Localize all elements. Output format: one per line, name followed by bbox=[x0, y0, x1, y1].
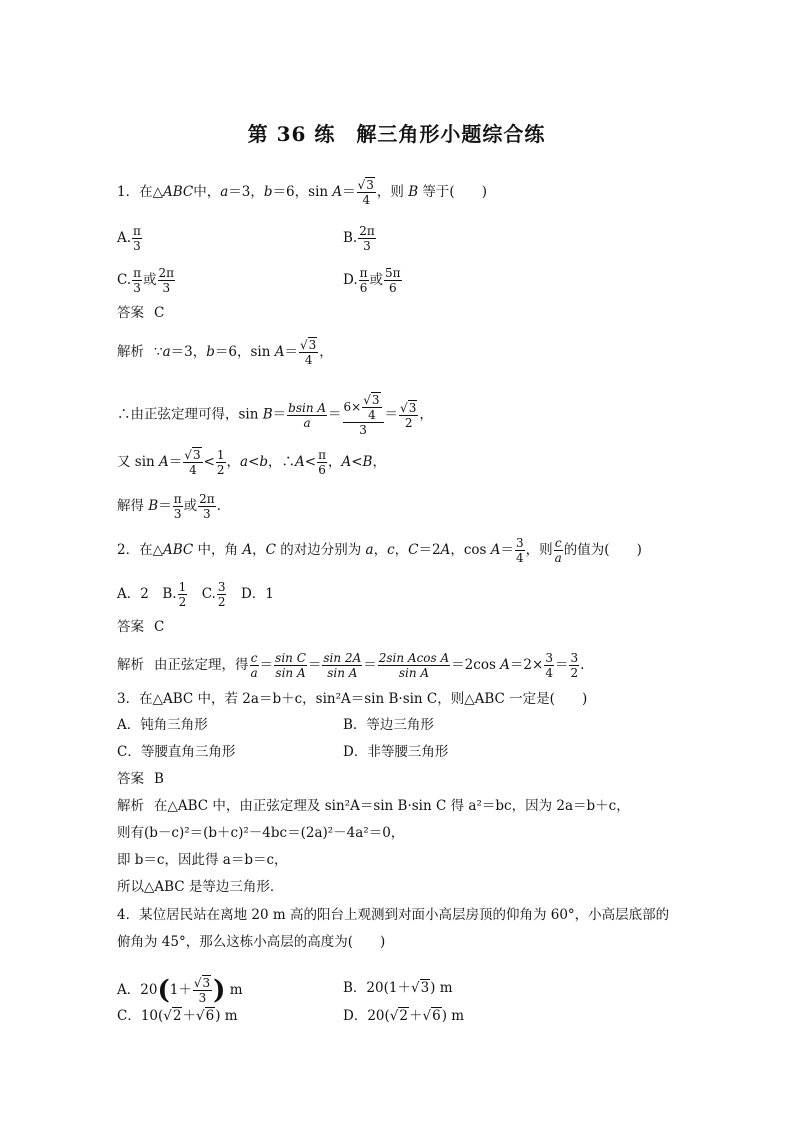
q2-solution: 解析 由正弦定理，得 $\frac{c}{a}$ ＝ $\frac{\text{sin C}}{\text{sin A}}$ ＝ $\frac{\sin 2A}{\text{sin A}}$ ＝ $\frac{\text{2sin Acos A}}{\text{sin A}}$ ＝2cos A＝2× $\frac{3}{4}$ ＝ $\frac{3}{2}$ . bbox=[117, 651, 585, 680]
q1-solution-line1: 解析 ∵a＝3，b＝6，sin A＝ $\frac{√3}{4}$ ， bbox=[117, 338, 333, 367]
q2-stem: 2．在△ABC 中，角 A，C 的对边分别为 a，c，C＝2A，cos A＝ $\frac{3}{4}$ ，则 $\frac{c}{a}$ 的值为( ) bbox=[117, 536, 642, 565]
q4-option-a: A．20(1＋ $\frac{√3}{3}$ ) m bbox=[117, 975, 243, 1006]
q4-option-d: D．20(√2＋√6) m bbox=[343, 1008, 465, 1024]
q1-answer: 答案 C bbox=[117, 305, 165, 321]
q3-stem: 3．在△ABC 中，若 2a＝b＋c，sin²A＝sin B·sin C，则△ABC 一定是( ) bbox=[117, 691, 588, 707]
q3-option-d: D．非等腰三角形 bbox=[343, 744, 449, 760]
q1-stem: 1．在△ABC中，a＝3，b＝6，sin A＝ $\frac{√3}{4}$ ，则 B 等于( ) bbox=[117, 178, 487, 207]
q3-option-a: A．钝角三角形 bbox=[117, 717, 208, 733]
q1-option-a: A. $\frac{\pi}{3}$ bbox=[117, 224, 141, 253]
q3-solution-line1: 解析 在△ABC 中，由正弦定理及 sin²A＝sin B·sin C 得 a²＝bc，因为 2a＝b＋c， bbox=[117, 798, 630, 814]
q1-solution-line4: 解得 B＝ $\frac{\pi}{3}$ 或 $\frac{2\pi}{3}$ . bbox=[117, 492, 221, 521]
q1-option-d: D. $\frac{\pi}{6}$ 或 $\frac{5\pi}{6}$ bbox=[343, 266, 401, 295]
q4-stem-line2: 俯角为 45°，那么这栋小高层的高度为( ) bbox=[117, 934, 386, 950]
q1-solution-line3: 又 sin A＝ $\frac{√3}{4}$ < $\frac{1}{2}$ ，a<b，∴A< $\frac{\pi}{6}$ ，A<B， bbox=[117, 448, 386, 477]
q1-option-b: B. $\frac{2\pi}{3}$ bbox=[343, 224, 375, 253]
q4-stem-line1: 4．某位居民站在离地 20 m 高的阳台上观测到对面小高层房顶的仰角为 60°，小高层底部的 bbox=[117, 907, 670, 923]
fraction: $\frac{√3}{4}$ bbox=[357, 178, 374, 207]
q2-options: A．2 B. $\frac{1}{2}$ C. $\frac{3}{2}$ D．1 bbox=[117, 580, 274, 609]
page-title: 第 36 练 解三角形小题综合练 bbox=[247, 122, 546, 146]
q3-option-c: C．等腰直角三角形 bbox=[117, 744, 236, 760]
q3-solution-line3: 即 b＝c，因此得 a＝b＝c， bbox=[117, 852, 288, 868]
q1-option-c: C. $\frac{\pi}{3}$ 或 $\frac{2\pi}{3}$ bbox=[117, 266, 175, 295]
q1-solution-line2: ∴由正弦定理可得，sin B＝ $\frac{\text{bsin A}}{a}$ ＝ 6× $\frac{√3}{4}$ 3 ＝ $\frac{√3}{2}$ ， bbox=[117, 393, 433, 437]
q3-option-b: B．等边三角形 bbox=[343, 717, 434, 733]
q2-answer: 答案 C bbox=[117, 619, 165, 635]
q4-option-b: B．20(1＋√3) m bbox=[343, 980, 453, 996]
q3-solution-line2: 则有(b－c)²＝(b＋c)²－4bc＝(2a)²－4a²＝0， bbox=[117, 825, 405, 841]
q3-solution-line4: 所以△ABC 是等边三角形． bbox=[117, 879, 284, 895]
q4-option-c: C．10(√2＋√6) m bbox=[117, 1008, 238, 1024]
q3-answer: 答案 B bbox=[117, 771, 164, 787]
